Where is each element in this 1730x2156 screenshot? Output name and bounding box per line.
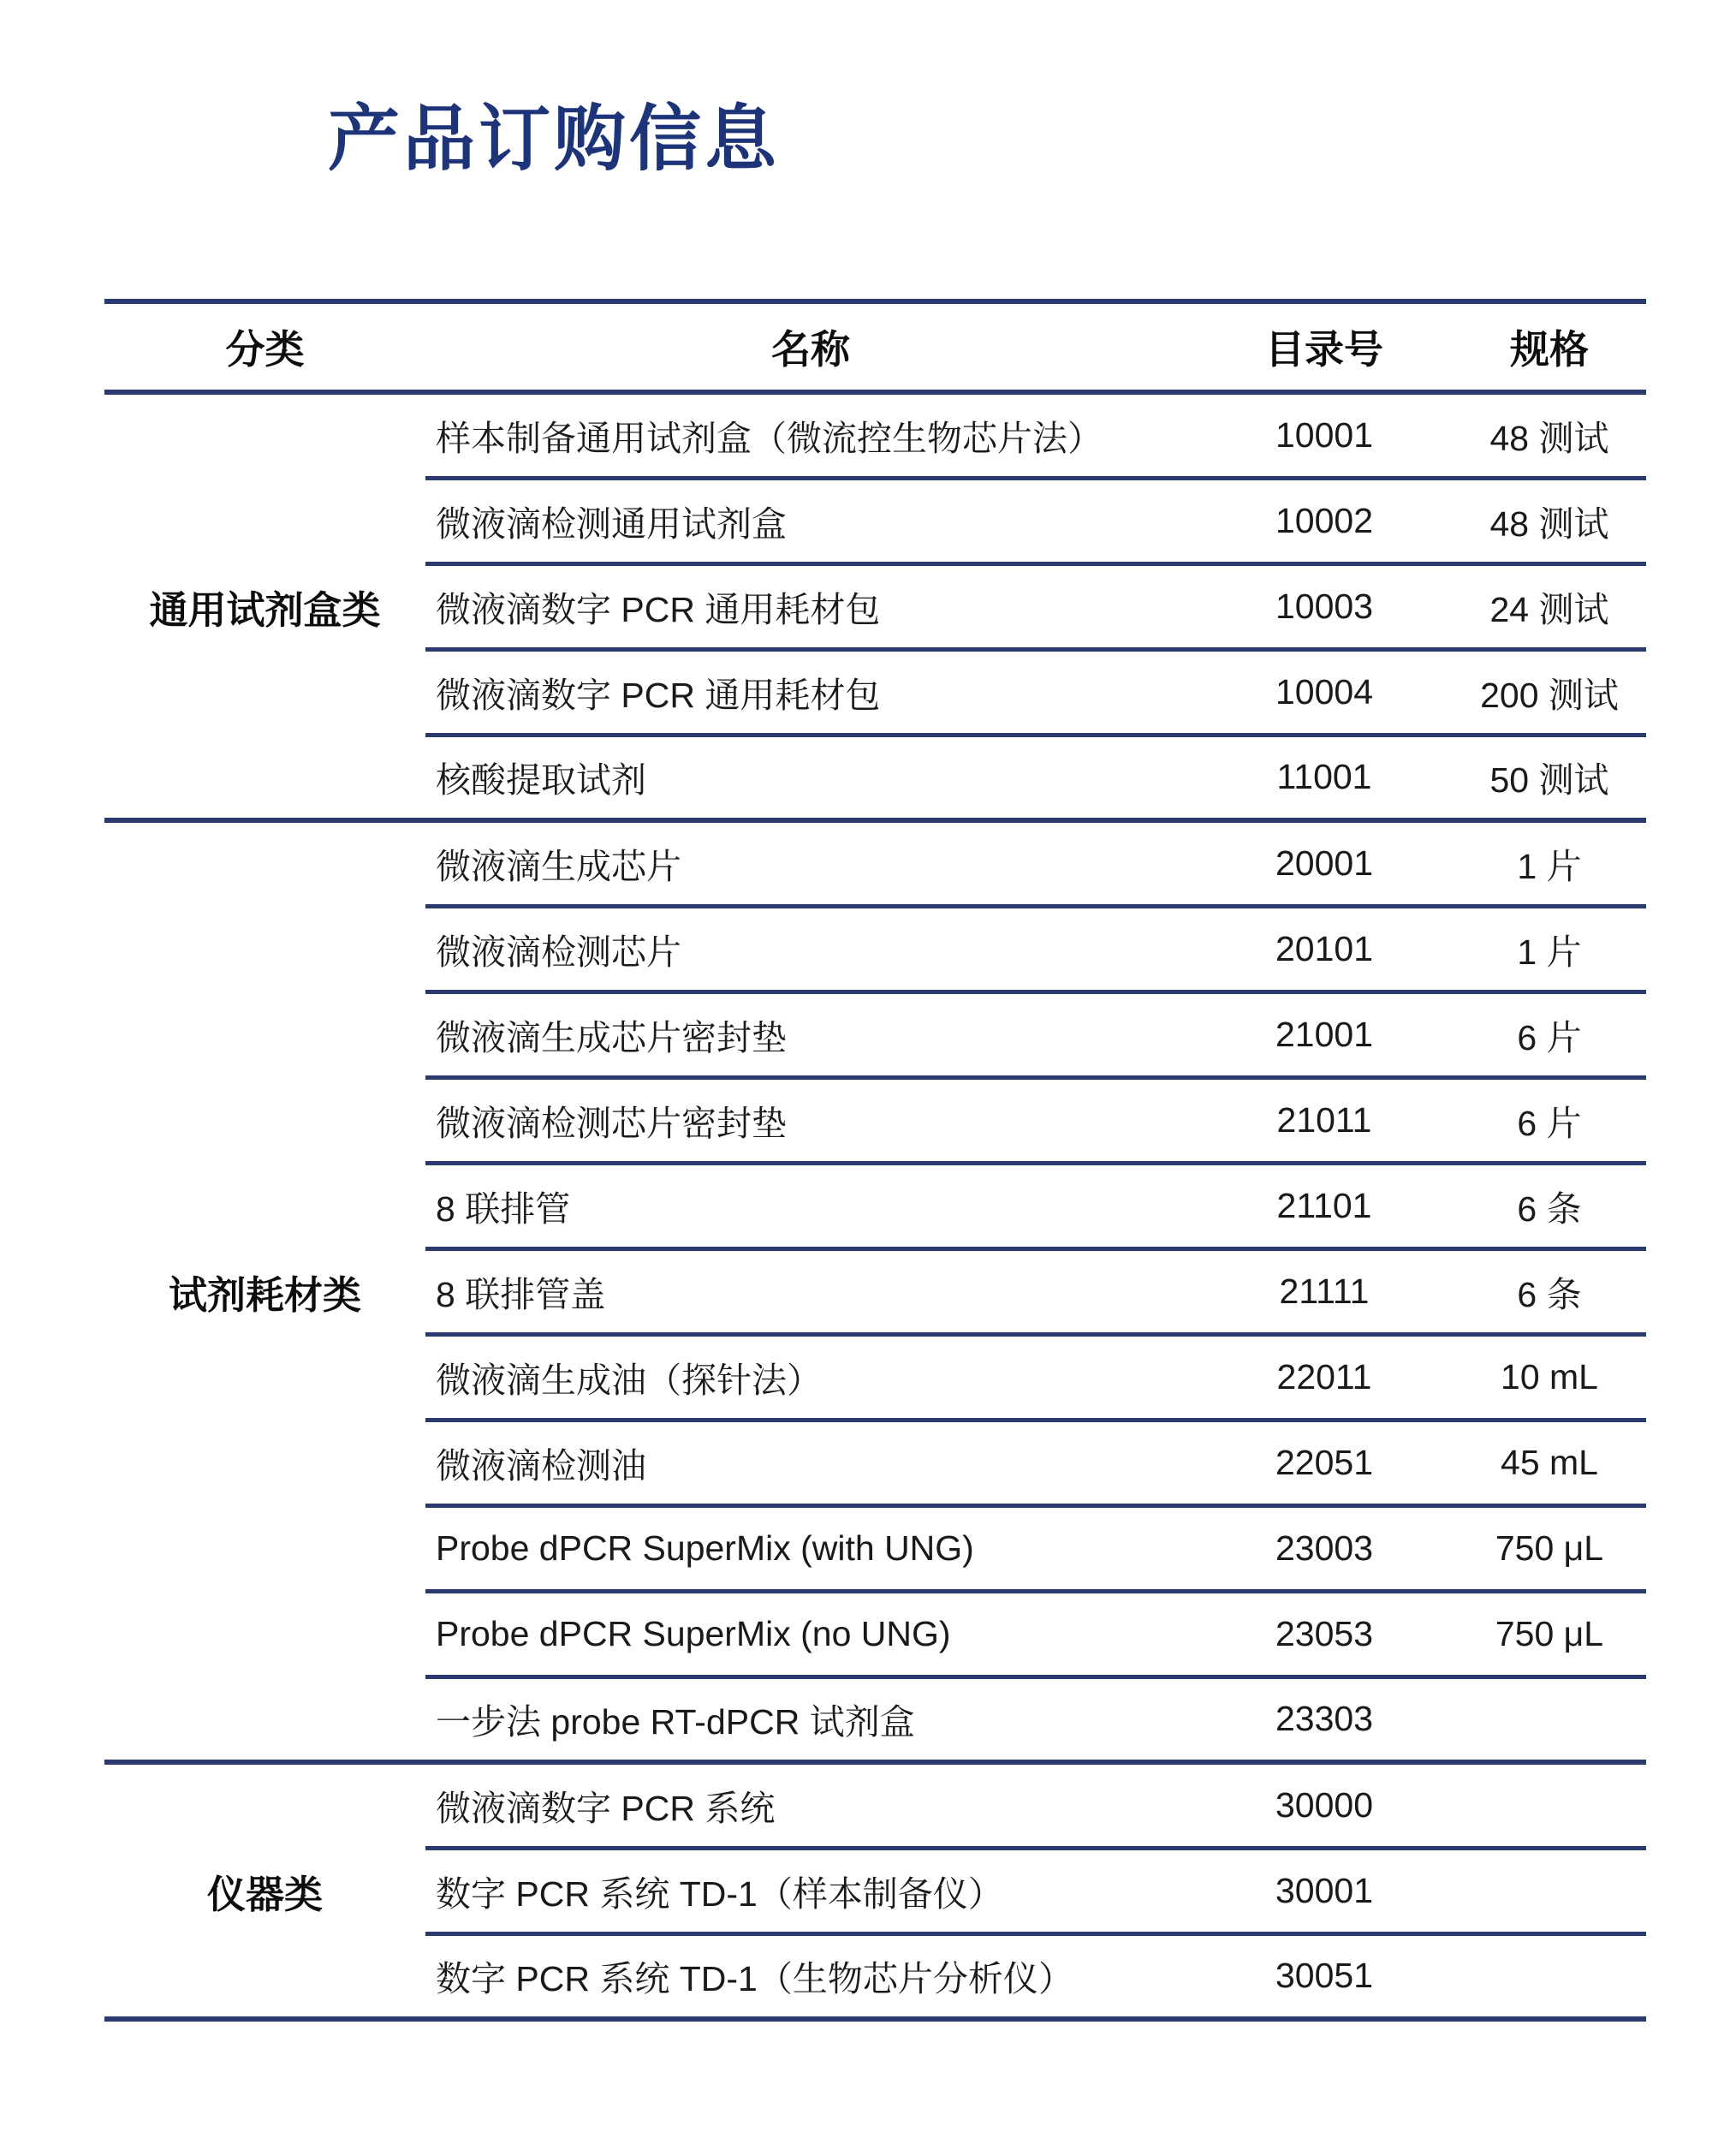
spec-cell: 6 片 <box>1453 1077 1646 1163</box>
category-cell: 通用试剂盒类 <box>104 392 425 820</box>
catalog-cell: 10004 <box>1196 649 1453 735</box>
spec-cell: 750 μL <box>1453 1591 1646 1677</box>
table-row <box>104 1762 1646 1848</box>
catalog-cell: 23003 <box>1196 1505 1453 1591</box>
table-row <box>104 392 1646 478</box>
spec-cell: 24 测试 <box>1453 563 1646 649</box>
name-cell: 微液滴检测通用试剂盒 <box>425 478 1196 563</box>
name-cell: 8 联排管 <box>425 1163 1196 1248</box>
name-cell: 微液滴生成芯片 <box>425 820 1196 906</box>
catalog-cell: 22011 <box>1196 1334 1453 1420</box>
catalog-cell: 20001 <box>1196 820 1453 906</box>
table-header <box>104 301 1646 392</box>
spec-cell <box>1453 1762 1646 1848</box>
table-row <box>104 820 1646 906</box>
spec-cell: 45 mL <box>1453 1420 1646 1505</box>
name-cell: 微液滴数字 PCR 通用耗材包 <box>425 563 1196 649</box>
catalog-cell: 30001 <box>1196 1848 1453 1933</box>
catalog-cell: 20101 <box>1196 906 1453 992</box>
name-cell: 核酸提取试剂 <box>425 735 1196 820</box>
spec-cell: 48 测试 <box>1453 478 1646 563</box>
catalog-cell: 23303 <box>1196 1677 1453 1762</box>
product-order-table <box>104 299 1646 2022</box>
spec-cell: 50 测试 <box>1453 735 1646 820</box>
name-cell: 微液滴检测芯片 <box>425 906 1196 992</box>
header-category: 分类 <box>104 301 425 392</box>
spec-cell: 6 条 <box>1453 1163 1646 1248</box>
name-cell: 样本制备通用试剂盒（微流控生物芯片法） <box>425 392 1196 478</box>
name-cell: Probe dPCR SuperMix (no UNG) <box>425 1591 1196 1677</box>
category-cell: 仪器类 <box>104 1762 425 2019</box>
header-name: 名称 <box>425 301 1196 392</box>
catalog-cell: 30000 <box>1196 1762 1453 1848</box>
spec-cell: 750 μL <box>1453 1505 1646 1591</box>
header-spec: 规格 <box>1453 301 1646 392</box>
name-cell: 微液滴检测芯片密封垫 <box>425 1077 1196 1163</box>
catalog-cell: 21011 <box>1196 1077 1453 1163</box>
spec-cell <box>1453 1848 1646 1933</box>
catalog-cell: 21001 <box>1196 992 1453 1077</box>
table-body <box>104 392 1646 2019</box>
catalog-cell: 21111 <box>1196 1248 1453 1334</box>
catalog-cell: 23053 <box>1196 1591 1453 1677</box>
spec-cell: 1 片 <box>1453 906 1646 992</box>
catalog-cell: 21101 <box>1196 1163 1453 1248</box>
catalog-cell: 10003 <box>1196 563 1453 649</box>
spec-cell: 10 mL <box>1453 1334 1646 1420</box>
name-cell: 数字 PCR 系统 TD-1（生物芯片分析仪） <box>425 1933 1196 2019</box>
catalog-cell: 10001 <box>1196 392 1453 478</box>
spec-cell: 48 测试 <box>1453 392 1646 478</box>
category-cell: 试剂耗材类 <box>104 820 425 1762</box>
spec-cell: 200 测试 <box>1453 649 1646 735</box>
spec-cell: 6 条 <box>1453 1248 1646 1334</box>
catalog-cell: 11001 <box>1196 735 1453 820</box>
page-title: 产品订购信息 <box>328 98 781 179</box>
name-cell: 微液滴生成油（探针法） <box>425 1334 1196 1420</box>
catalog-cell: 22051 <box>1196 1420 1453 1505</box>
name-cell: 微液滴检测油 <box>425 1420 1196 1505</box>
spec-cell <box>1453 1677 1646 1762</box>
table-header-row <box>104 301 1646 392</box>
catalog-cell: 30051 <box>1196 1933 1453 2019</box>
name-cell: 微液滴数字 PCR 系统 <box>425 1762 1196 1848</box>
name-cell: Probe dPCR SuperMix (with UNG) <box>425 1505 1196 1591</box>
spec-cell <box>1453 1933 1646 2019</box>
name-cell: 数字 PCR 系统 TD-1（样本制备仪） <box>425 1848 1196 1933</box>
name-cell: 一步法 probe RT-dPCR 试剂盒 <box>425 1677 1196 1762</box>
catalog-cell: 10002 <box>1196 478 1453 563</box>
header-catalog: 目录号 <box>1196 301 1453 392</box>
spec-cell: 1 片 <box>1453 820 1646 906</box>
name-cell: 微液滴数字 PCR 通用耗材包 <box>425 649 1196 735</box>
name-cell: 微液滴生成芯片密封垫 <box>425 992 1196 1077</box>
name-cell: 8 联排管盖 <box>425 1248 1196 1334</box>
spec-cell: 6 片 <box>1453 992 1646 1077</box>
